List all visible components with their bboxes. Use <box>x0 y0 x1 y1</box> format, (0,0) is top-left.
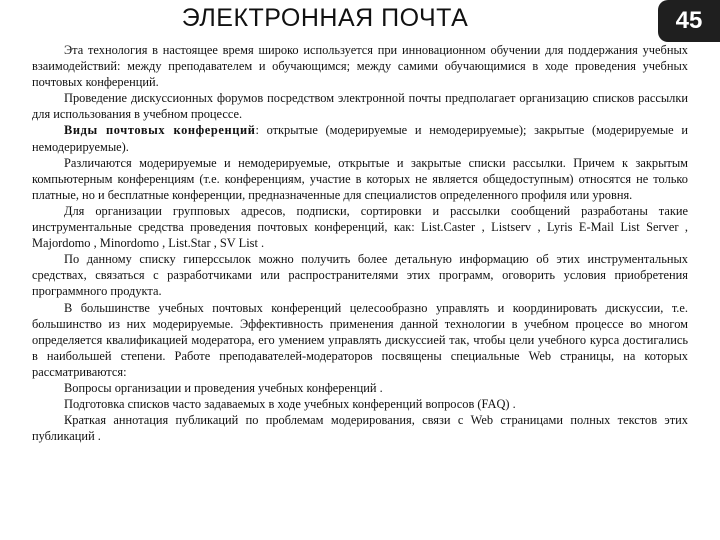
paragraph-mailing-lists: Различаются модерируемые и немодерируемые, открытые и закрытые списки рассылки. Причем к закрытым компьютерным конференциям (т.е. конференциям, участие в которых не является общедоступным) относятся не только платные, но и бесплатные конференции, предназначенные для специалистов определенного профиля или уровня. <box>32 155 688 202</box>
paragraph-tools: Для организации групповых адресов, подписки, сортировки и рассылки сообщений разработаны такие инструментальные средства проведения почтовых конференций, как: List.Caster , Listserv , Lyris E-Mail List Server , Majordomo , Minordomo , List.Star , SV List . <box>32 203 688 251</box>
page-number-badge: 45 <box>658 0 720 42</box>
conference-types-lead: Виды почтовых конференций <box>64 123 256 138</box>
paragraph-discussion-forums: Проведение дискуссионных форумов посредством электронной почты предполагает организацию списков рассылки для использования в учебном процессе. <box>32 91 688 122</box>
paragraph-conference-types <box>32 122 688 154</box>
list-item-faq: Подготовка списков часто задаваемых в ходе учебных конференций вопросов (FAQ) . <box>64 397 516 412</box>
slide-body <box>32 42 688 444</box>
list-item-annotation: Краткая аннотация публикаций по проблемам модерирования, связи с Web страницами полных текстов этих публикаций . <box>32 413 688 444</box>
slide-title: ЭЛЕКТРОННАЯ ПОЧТА <box>181 4 469 32</box>
list-item-organization: Вопросы организации и проведения учебных конференций . <box>64 380 383 395</box>
paragraph-moderation: В большинстве учебных почтовых конференций целесообразно управлять и координировать дискуссии, т.е. большинство из них модерируемые. Эффективность применения данной технологии в учебном процессе во многом определяется квалификацией модератора, его умением управлять дискуссией так, чтобы цели учебного курса достигались в наибольшей степени. Работе преподавателей-модераторов посвящены специальные Web страницы, на которых рассматриваются: <box>32 300 688 379</box>
paragraph-email-technology: Эта технология в настоящее время широко используется при инновационном обучении для поддержания учебных взаимодействий: между преподавателем и обучающимся; между самими обучающимися в ходе проведения учебных почтовых конференций. <box>32 43 688 90</box>
paragraph-hyperlinks: По данному списку гиперссылок можно получить более детальную информацию об этих инструментальных средствах, связаться с разработчиками или распространителями этих программ, оговорить условия приобретения программного продукта. <box>32 252 688 299</box>
conference-types-text: : открытые (модерируемые и немодерируемые); закрытые (модерируемые и немодерируемые). <box>32 123 688 154</box>
